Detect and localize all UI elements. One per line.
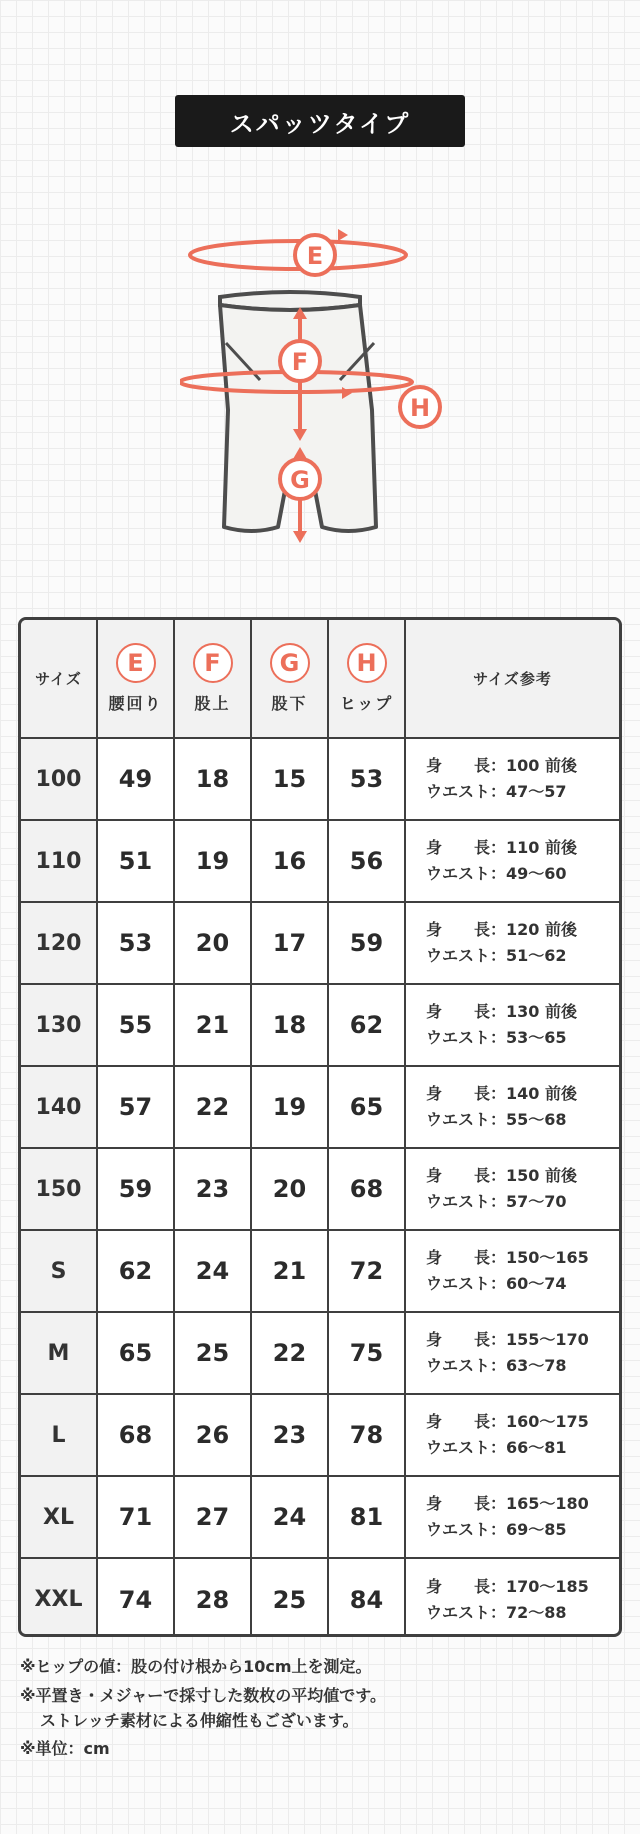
h-badge	[400, 387, 440, 427]
waist-cell: 55	[97, 984, 174, 1066]
reference-height: 身 長：100 前後	[426, 756, 577, 776]
reference-waist: ウエスト：49～60	[426, 864, 567, 883]
rise-cell: 19	[174, 820, 251, 902]
hip-cell: 75	[328, 1312, 405, 1394]
reference-height: 身 長：150～165	[426, 1248, 589, 1268]
rise-cell: 20	[174, 902, 251, 984]
header-label: 腰回り	[108, 694, 163, 713]
table-row	[21, 1394, 619, 1476]
waist-cell: 59	[97, 1148, 174, 1230]
h-label-icon: H	[347, 643, 387, 683]
hip-cell: 68	[328, 1148, 405, 1230]
note-stretch: ストレッチ素材による伸縮性もございます。	[40, 1710, 359, 1730]
reference-height: 身 長：130 前後	[426, 1002, 577, 1022]
waist-cell: 65	[97, 1312, 174, 1394]
inseam-cell: 20	[251, 1148, 328, 1230]
header-col-waist	[97, 620, 174, 738]
note-hip: ※ヒップの値：股の付け根から10cm上を測定。	[20, 1657, 372, 1676]
hip-cell: 62	[328, 984, 405, 1066]
header-col-hip	[328, 620, 405, 738]
header-size: サイズ	[21, 620, 97, 738]
page-title: スパッツタイプ	[175, 95, 465, 147]
waist-cell: 71	[97, 1476, 174, 1558]
reference-waist: ウエスト：57～70	[426, 1192, 567, 1211]
waist-cell: 49	[97, 738, 174, 820]
table-row	[21, 1558, 619, 1637]
f-badge	[280, 341, 320, 381]
table-row	[21, 1066, 619, 1148]
waist-cell: 68	[97, 1394, 174, 1476]
size-cell: S	[21, 1230, 97, 1312]
reference-waist: ウエスト：51～62	[426, 946, 567, 965]
inseam-cell: 17	[251, 902, 328, 984]
reference-cell	[405, 1066, 619, 1148]
reference-height: 身 長：160～175	[426, 1412, 589, 1432]
waist-cell: 62	[97, 1230, 174, 1312]
svg-text:G: G	[290, 466, 310, 494]
rise-cell: 25	[174, 1312, 251, 1394]
table-header-row	[21, 620, 619, 738]
hip-cell: 81	[328, 1476, 405, 1558]
size-table	[21, 620, 619, 1637]
reference-height: 身 長：120 前後	[426, 920, 577, 940]
reference-waist: ウエスト：72～88	[426, 1602, 567, 1622]
size-cell: 140	[21, 1066, 97, 1148]
size-cell: XL	[21, 1476, 97, 1558]
table-body	[21, 738, 619, 1637]
e-badge	[295, 235, 335, 275]
waist-cell: 57	[97, 1066, 174, 1148]
rise-cell: 26	[174, 1394, 251, 1476]
table-row	[21, 738, 619, 820]
reference-cell	[405, 820, 619, 902]
hip-cell: 72	[328, 1230, 405, 1312]
inseam-cell: 25	[251, 1558, 328, 1637]
svg-text:E: E	[306, 242, 324, 270]
inseam-cell: 19	[251, 1066, 328, 1148]
note-unit: ※単位：cm	[20, 1739, 110, 1759]
waist-cell: 53	[97, 902, 174, 984]
reference-cell	[405, 1230, 619, 1312]
svg-text:H: H	[409, 394, 431, 422]
table-row	[21, 820, 619, 902]
header-label: ヒップ	[339, 694, 394, 713]
size-cell: 110	[21, 820, 97, 902]
rise-cell: 22	[174, 1066, 251, 1148]
reference-waist: ウエスト：60～74	[426, 1274, 567, 1293]
inseam-cell: 22	[251, 1312, 328, 1394]
table-row	[21, 1476, 619, 1558]
rise-cell: 18	[174, 738, 251, 820]
svg-text:F: F	[291, 348, 309, 376]
reference-waist: ウエスト：63～78	[426, 1356, 567, 1375]
reference-waist: ウエスト：69～85	[426, 1520, 567, 1539]
header-label: 股上	[194, 694, 231, 713]
reference-cell	[405, 1394, 619, 1476]
table-row	[21, 984, 619, 1066]
rise-cell: 27	[174, 1476, 251, 1558]
size-cell: XXL	[21, 1558, 97, 1637]
header-col-rise	[174, 620, 251, 738]
inseam-cell: 16	[251, 820, 328, 902]
f-label-icon: F	[193, 643, 233, 683]
waist-cell: 74	[97, 1558, 174, 1637]
header-label: 股下	[271, 694, 308, 713]
size-cell: L	[21, 1394, 97, 1476]
hip-cell: 53	[328, 738, 405, 820]
reference-cell	[405, 1312, 619, 1394]
note-method: ※平置き・メジャーで採寸した数枚の平均値です。 ストレッチ素材による伸縮性もございます。	[20, 1685, 386, 1730]
reference-cell	[405, 984, 619, 1066]
inseam-cell: 24	[251, 1476, 328, 1558]
reference-height: 身 長：110 前後	[426, 838, 577, 858]
rise-cell: 24	[174, 1230, 251, 1312]
reference-height: 身 長：140 前後	[426, 1084, 577, 1104]
size-table-container	[18, 617, 622, 1637]
size-cell: 130	[21, 984, 97, 1066]
reference-cell	[405, 1558, 619, 1637]
reference-waist: ウエスト：47～57	[426, 782, 567, 801]
hip-cell: 84	[328, 1558, 405, 1637]
size-cell: 150	[21, 1148, 97, 1230]
reference-height: 身 長：165～180	[426, 1494, 589, 1514]
reference-cell	[405, 738, 619, 820]
hip-cell: 65	[328, 1066, 405, 1148]
notes	[20, 1655, 620, 1766]
reference-height: 身 長：150 前後	[426, 1166, 577, 1186]
g-label-icon: G	[270, 643, 310, 683]
e-label-icon: E	[116, 643, 156, 683]
hip-cell: 59	[328, 902, 405, 984]
reference-cell	[405, 1476, 619, 1558]
reference-height: 身 長：155～170	[426, 1330, 589, 1350]
reference-waist: ウエスト：53～65	[426, 1028, 567, 1047]
reference-waist: ウエスト：66～81	[426, 1438, 567, 1457]
table-row	[21, 1230, 619, 1312]
inseam-cell: 23	[251, 1394, 328, 1476]
reference-height: 身 長：170～185	[426, 1576, 589, 1596]
size-cell: M	[21, 1312, 97, 1394]
waist-cell: 51	[97, 820, 174, 902]
header-col-inseam	[251, 620, 328, 738]
inseam-cell: 18	[251, 984, 328, 1066]
header-reference: サイズ参考	[405, 620, 619, 738]
hip-cell: 78	[328, 1394, 405, 1476]
rise-cell: 28	[174, 1558, 251, 1637]
table-row	[21, 902, 619, 984]
reference-cell	[405, 902, 619, 984]
rise-cell: 23	[174, 1148, 251, 1230]
spats-diagram	[180, 215, 460, 550]
reference-waist: ウエスト：55～68	[426, 1110, 567, 1129]
inseam-cell: 15	[251, 738, 328, 820]
size-cell: 100	[21, 738, 97, 820]
g-badge	[280, 459, 320, 499]
reference-cell	[405, 1148, 619, 1230]
table-row	[21, 1148, 619, 1230]
table-row	[21, 1312, 619, 1394]
hip-cell: 56	[328, 820, 405, 902]
size-cell: 120	[21, 902, 97, 984]
rise-cell: 21	[174, 984, 251, 1066]
inseam-cell: 21	[251, 1230, 328, 1312]
